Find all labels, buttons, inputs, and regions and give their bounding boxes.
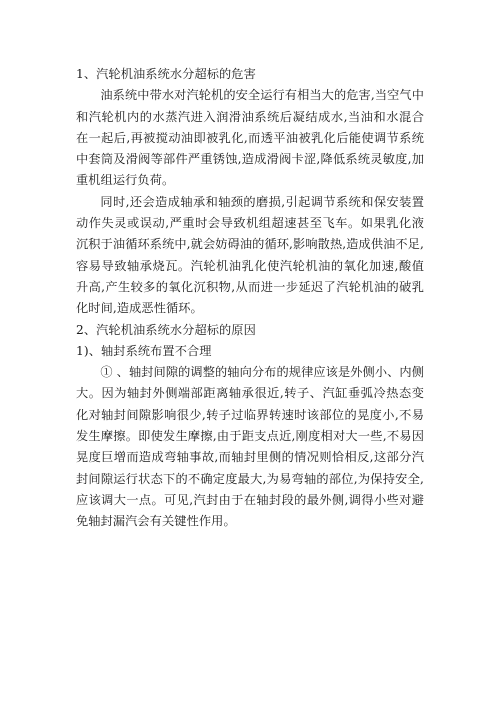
section-heading-causes: 2、汽轮机油系统水分超标的原因 <box>76 322 256 337</box>
paragraph-hazards-2: 同时,还会造成轴承和轴颈的磨损,引起调节系统和保安装置动作失灵或误动,严重时会导致机组超速甚至飞车。如果乳化液沉积于油循环系统中,就会妨碍油的循环,影响散热,造成供油不足,容易导致轴承烧瓦。汽轮机油乳化使汽轮机油的氧化加速,酸值升高,产生较多的氧化沉积物,从而进一步延迟了汽轮机油的破乳化时间,造成恶性循环。 <box>76 194 424 316</box>
paragraph-shaft-seal-1: ① 、轴封间隙的调整的轴向分布的规律应该是外侧小、内侧大。因为轴封外侧端部距离轴承很近,转子、汽缸垂弧冷热态变化对轴封间隙影响很少,转子过临界转速时该部位的晃度小,不易发生摩擦。即使发生摩擦,由于距支点近,刚度相对大一些,不易因晃度巨增而造成弯轴事故,而轴封里侧的情况则恰相反,这部分汽封间隙运行状态下的不确定度最大,为易弯轴的部位,为保持安全,应该调大一点。可见,汽封由于在轴封段的最外侧,调得小些对避免轴封漏汽会有关键性作用。 <box>76 365 424 529</box>
document-body <box>76 64 424 533</box>
section-heading-hazards: 1、汽轮机油系统水分超标的危害 <box>76 67 256 81</box>
paragraph-hazards-1: 油系统中带水对汽轮机的安全运行有相当大的危害,当空气中和汽轮机内的水蒸汽进入润滑油系统后凝结成水,当油和水混合在一起后,再被搅动油即被乳化,而透平油被乳化后能使调节系统中套筒及滑阀等部件严重锈蚀,造成滑阀卡涩,降低系统灵敏度,加重机组运行负荷。 <box>76 88 424 188</box>
subsection-heading-shaft-seal: 1)、轴封系统布置不合理 <box>76 343 212 358</box>
